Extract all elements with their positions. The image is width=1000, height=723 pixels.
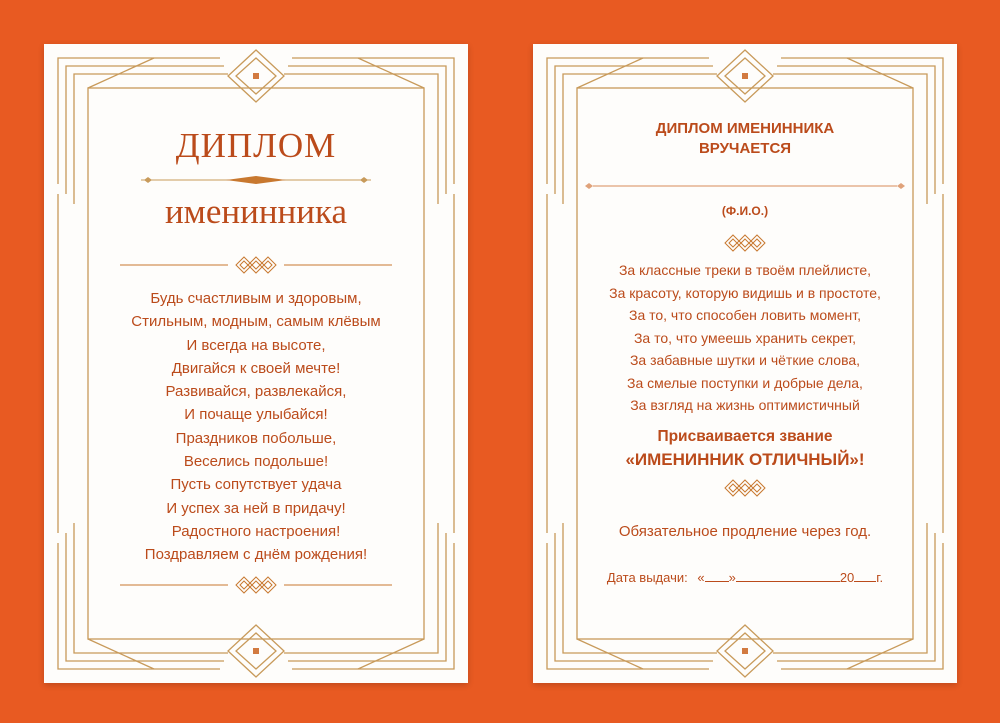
poem-line: Праздников побольше, (175, 429, 337, 447)
reason-line: За красоту, которую видишь и в простоте, (609, 284, 881, 301)
name-placeholder: (Ф.И.О.) (721, 204, 769, 218)
reasons-list (533, 259, 957, 417)
issue-date (533, 570, 957, 585)
poem-line: Веселись подольше! (183, 453, 329, 471)
bottom-diamond-ornament (120, 575, 392, 595)
month-blank (736, 581, 840, 582)
poem-line: И почаще улыбайся! (184, 406, 328, 424)
year-century: 20 (839, 570, 855, 585)
award-title: «ИМЕНИННИК ОТЛИЧНЫЙ»! (625, 450, 865, 469)
diamond-ornament (715, 478, 775, 498)
year-blank (854, 581, 876, 582)
date-label: Дата выдачи: (606, 570, 688, 585)
reason-line: За классные треки в твоём плейлисте, (618, 262, 872, 278)
poem-line: Будь счастливым и здоровым, (150, 290, 362, 307)
poem-line: И всегда на высоте, (186, 336, 326, 354)
poem-line: Радостного настроения! (171, 522, 341, 540)
reason-line: За то, что умеешь хранить секрет, (633, 329, 857, 346)
reason-line: За взгляд на жизнь оптимистичный (630, 397, 860, 413)
birthday-poem (44, 287, 468, 567)
poem-line: Развивайся, развлекайся, (165, 383, 347, 401)
title-divider-ornament (141, 170, 371, 190)
reason-line: За смелые поступки и добрые дела, (627, 374, 863, 391)
award-line-1: Присваивается звание (657, 428, 833, 445)
diploma-subtitle: именинника (164, 192, 348, 231)
diamond-ornament (715, 233, 775, 253)
diploma-title: ДИПЛОМ (175, 126, 337, 165)
birthday-diploma-back (533, 44, 957, 683)
year-suffix: г. (876, 570, 884, 585)
header-line-2: ВРУЧАЕТСЯ (698, 140, 792, 157)
name-line (585, 180, 905, 192)
reason-line: За забавные шутки и чёткие слова, (629, 352, 861, 368)
diamond-ornament-divider (120, 255, 392, 275)
date-open-quote: « (697, 570, 705, 585)
header-line-1: ДИПЛОМ ИМЕНИННИКА (655, 120, 835, 137)
reason-line: За то, что способен ловить момент, (628, 307, 862, 323)
birthday-diploma-front (44, 44, 468, 683)
poem-line: Двигайся к своей мечте! (171, 359, 341, 377)
date-close-quote: » (728, 570, 736, 585)
poem-line: Пусть сопутствует удача (170, 476, 342, 494)
renewal-note: Обязательное продление через год. (618, 523, 872, 540)
day-blank (705, 581, 729, 582)
poem-line: Стильным, модным, самым клёвым (131, 313, 381, 331)
poem-line: Поздравляем с днём рождения! (144, 546, 368, 564)
poem-line: И успех за ней в придачу! (166, 499, 346, 517)
